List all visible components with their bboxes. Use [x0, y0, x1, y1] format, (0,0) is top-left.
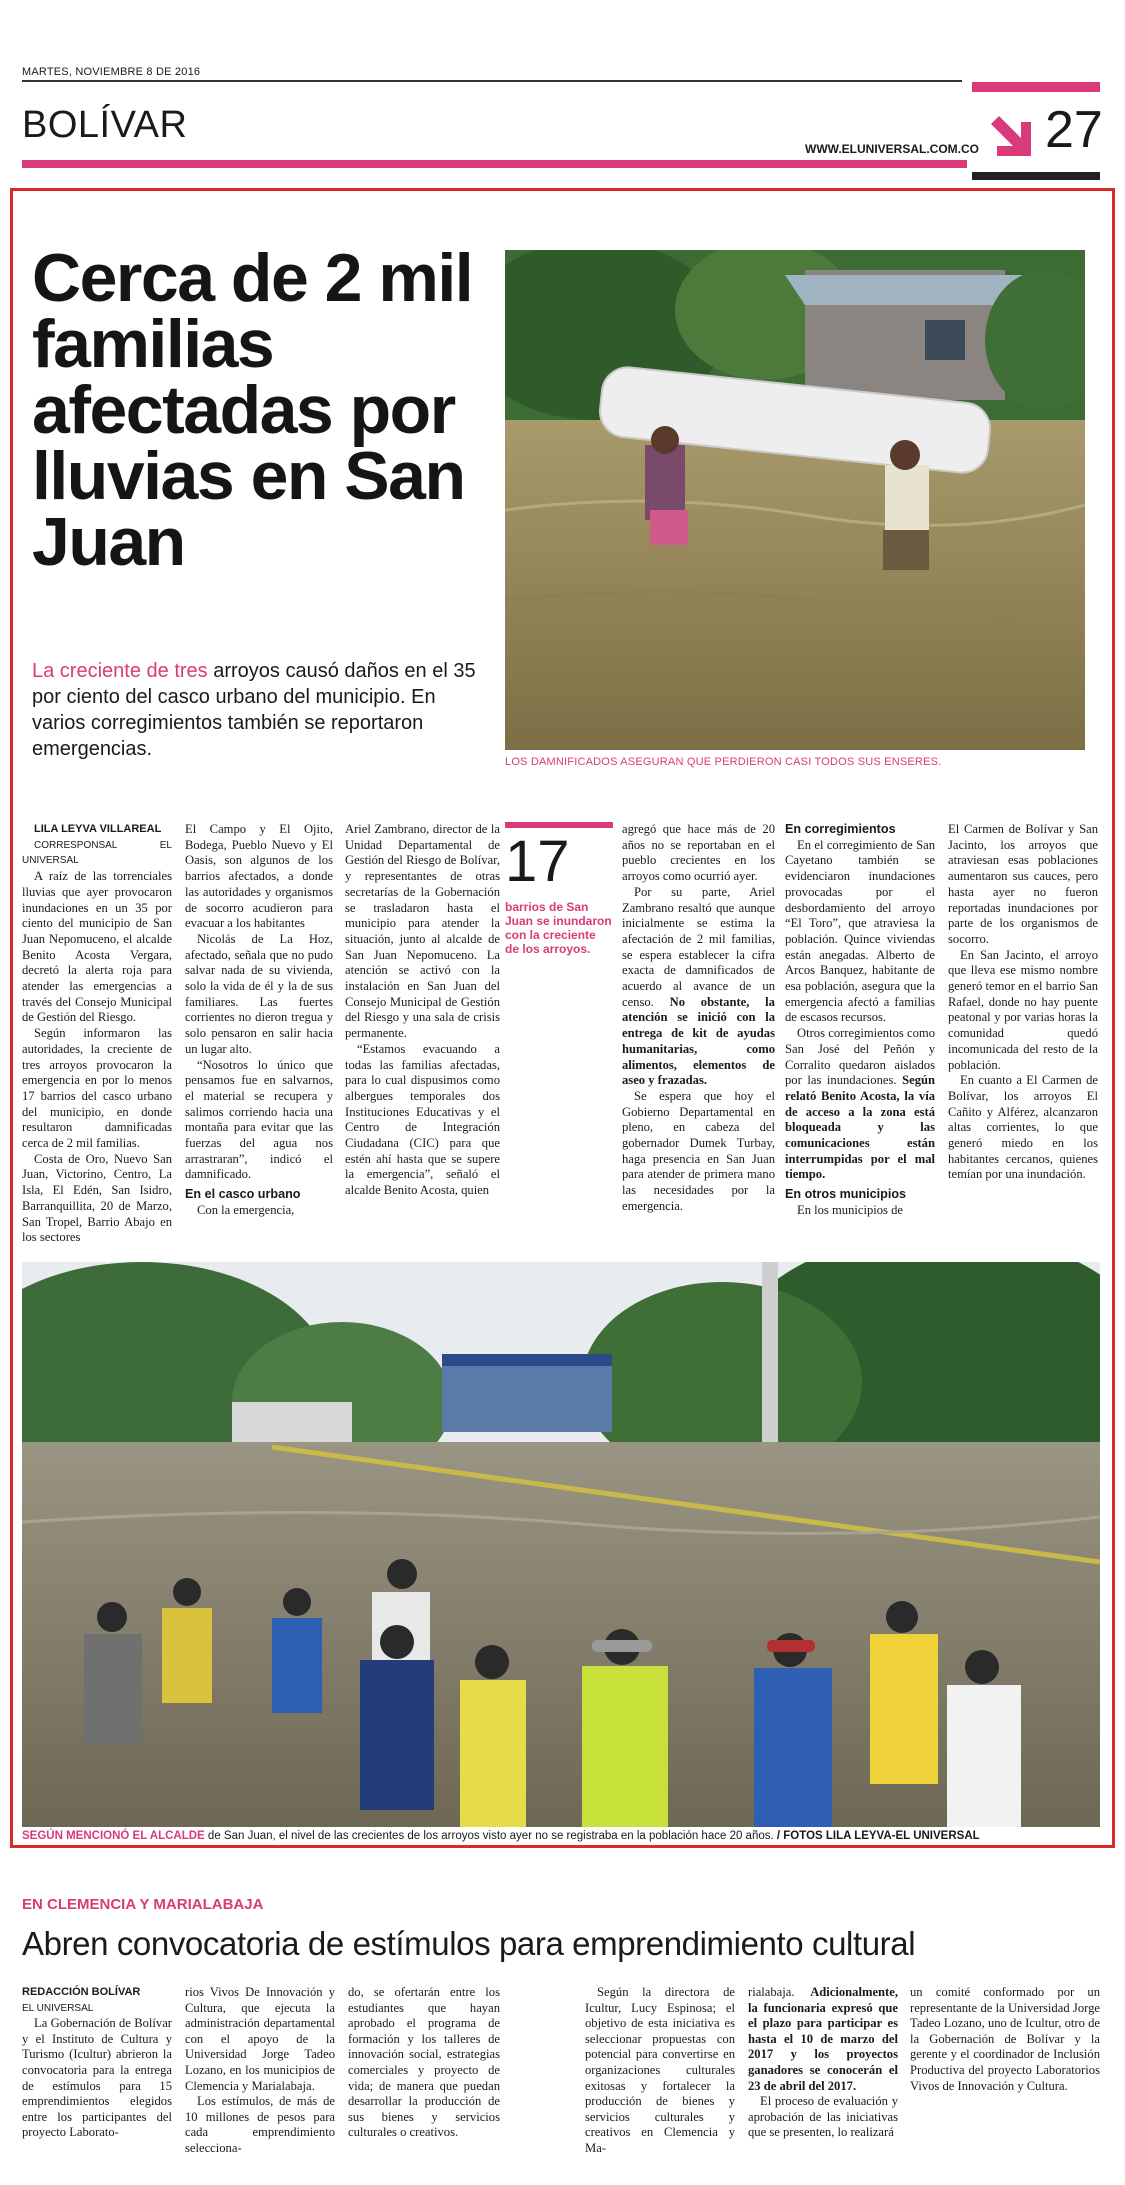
body-column-4: [622, 822, 775, 1215]
photo1-caption: LOS DAMNIFICADOS ASEGURAN QUE PERDIERON CASI TODOS SUS ENSERES.: [505, 756, 942, 768]
article2-column-4: [585, 1985, 735, 2157]
paragraph-bold-text: Adicionalmente, la funcionaria expresó que el plazo para participar es hasta el 10 de marzo del 2017 y los proyectos ganadores se conocerán el 23 de abril del 2017.: [748, 1985, 898, 2093]
flood-mattress-photo: [505, 250, 1085, 750]
photo-credit: / FOTOS LILA LEYVA-EL UNIVERSAL: [776, 1830, 980, 1842]
paragraph: do, se ofertarán entre los estudiantes que hayan aprobado el programa de formación y los talleres de innovación social, estrategias comerciales y proyecto de vida; de manera que puedan desarrollar la producción de sus bienes y servicios culturales o creativos.: [348, 1985, 500, 2140]
page-date: MARTES, NOVIEMBRE 8 DE 2016: [22, 66, 201, 78]
body-column-6: [948, 822, 1098, 1183]
body-column-2: [185, 822, 333, 1219]
page-number: 27: [1045, 101, 1103, 159]
paragraph: El Carmen de Bolívar y San Jacinto, los arroyos que atraviesan esas poblaciones aumentaron sus cauces, pero hasta ayer no fueron reportadas inundaciones por parte de los organismos de socorro.: [948, 822, 1098, 946]
body-column-5: [785, 822, 935, 1219]
byline: REDACCIÓN BOLÍVAR: [22, 1986, 141, 1998]
paragraph: [748, 1985, 898, 2094]
paragraph: Según informaron las autoridades, la creciente de tres arroyos provocaron la emergencia en por lo menos 17 barrios del casco urbano del municipio, en donde resultaron damnificadas cerca de 2 mil familias.: [22, 1026, 172, 1151]
pull-quote-bar: [505, 822, 613, 828]
deck-text: arroyos causó daños en el 35 por ciento del casco urbano del municipio. En varios corregimientos también se reportaron emergencias.: [32, 660, 476, 760]
paragraph: Nicolás de La Hoz, afectado, señala que no pudo salvar nada de su vivienda, solo la vida de él y la de sus familiares. Las fuertes corrientes no dieron tregua y solo pensaron en salir hacia un lugar alto.: [185, 931, 333, 1056]
paragraph-text: rialabaja.: [748, 1985, 811, 1999]
article2-kicker: EN CLEMENCIA Y MARIALABAJA: [22, 1896, 264, 1913]
byline-role: EL UNIVERSAL: [22, 2002, 94, 2014]
paragraph-bold-text: Según relató Benito Acosta, la vía de acceso a la zona está bloqueada y las comunicaciones están interrumpidas por el mal tiempo.: [785, 1073, 935, 1182]
paragraph: “Estamos evacuando a todas las familias afectadas, para lo cual dispusimos como albergues temporales dos Instituciones Educativas y el Centro de Integración Ciudadana (CIC) para que estén ahí hasta que se supere la emergencia”, señaló el alcalde Benito Acosta, quien: [345, 1041, 500, 1198]
paragraph: En los municipios de: [797, 1202, 903, 1217]
article2-column-1: [22, 1985, 172, 2141]
paragraph: un comité conformado por un representante de la Universidad Jorge Tadeo Lozano, uno de Icultur, otro de la Gobernación de Bolívar y la gerente y el coordinador de Inclusión Productiva del proyecto Laboratorios Vivos de Innovación y Cultura.: [910, 1985, 1100, 2093]
header-accent-bar: [22, 160, 967, 168]
header-rule: [22, 80, 962, 82]
paragraph: Se espera que hoy el Gobierno Departamental en pleno, en cabeza del gobernador Dumek Turbay, haga presencia en San Juan para atender de primera mano las necesidades por la emergencia.: [622, 1088, 775, 1213]
subheading: En el casco urbano: [185, 1187, 301, 1202]
flooded-street-photo: [22, 1262, 1100, 1827]
paragraph: Los estímulos, de más de 10 millones de pesos para cada emprendimiento selecciona-: [185, 2094, 335, 2155]
caption-text: de San Juan, el nivel de las crecientes de los arroyos visto ayer no se registraba en la población hace 20 años.: [204, 1830, 777, 1842]
paragraph: El proceso de evaluación y aprobación de las iniciativas que se presenten, lo realizará: [748, 2094, 898, 2140]
section-title: BOLÍVAR: [22, 104, 188, 146]
byline: LILA LEYVA VILLAREAL: [34, 823, 162, 835]
paragraph: En cuanto a El Carmen de Bolívar, los arroyos El Cañito y Alférez, alcanzaron altas corrientes, lo que generó miedo en los habitantes cercanos, quienes temían por una inundación.: [948, 1073, 1098, 1182]
deck: [32, 658, 492, 762]
paragraph: rios Vivos De Innovación y Cultura, que ejecuta la administración departamental con el apoyo de la Universidad Jorge Tadeo Lozano, en los municipios de Clemencia y Marialabaja.: [185, 1985, 335, 2093]
paragraph-bold-text: No obstante, la atención se inició con la entrega de kit de ayudas humanitarias, como alimentos, elementos de aseo y frazadas.: [622, 994, 775, 1088]
paragraph-text: Otros corregimientos como San José del Peñón y Corralito quedaron aislados por las inundaciones.: [785, 1026, 935, 1088]
caption-lead: SEGÚN MENCIONÓ EL ALCALDE: [22, 1830, 205, 1842]
article2-column-2: [185, 1985, 335, 2157]
subheading: En corregimientos: [785, 822, 896, 836]
paragraph: Costa de Oro, Nuevo San Juan, Victorino, Centro, La Isla, El Edén, San Isidro, Barranquillita, 20 de Marzo, San Tropel, Barrio Abajo en los sectores: [22, 1151, 172, 1245]
article2-column-3: [348, 1985, 500, 2141]
pull-quote-text: barrios de San Juan se inundaron con la creciente de los arroyos.: [505, 900, 612, 956]
byline-role: CORRESPONSAL EL UNIVERSAL: [22, 839, 172, 867]
paragraph: En el corregimiento de San Cayetano también se evidenciaron inundaciones provocadas por el desbordamiento del arroyo “El Toro”, que atraviesa la población. Quince viviendas están anegadas. Alberto de Arcos Banquez, habitante de esa población, asegura que la emergencia afectó a familias de escasos recursos.: [785, 837, 935, 1025]
paragraph: Ariel Zambrano, director de la Unidad Departamental de Gestión del Riesgo de Bolívar, y representantes de otras secretarías de la Gobernación se trasladaron hasta el municipio para atender la situación, junto al alcalde de San Juan Nepomuceno. La atención se activó con la instalación en San Juan del Consejo Municipal de Gestión del Riesgo y una sala de crisis permanente.: [345, 822, 500, 1041]
paragraph: La Gobernación de Bolívar y el Instituto de Cultura y Turismo (Icultur) abrieron la convocatoria para la entrega de estímulos para 15 emprendimientos elegidos entre los participantes del proyecto Laborato-: [22, 2016, 172, 2140]
article2-column-5: [748, 1985, 898, 2141]
page-number-underline: [972, 172, 1100, 180]
paragraph: Según la directora de Icultur, Lucy Espinosa; el objetivo de esta iniciativa es seleccionar propuestas con potencial para convertirse en organizaciones culturales exitosas y fortalecer la producción de bienes y servicios culturales y creativos en Clemencia y Ma-: [585, 1985, 735, 2155]
paragraph-text: Por su parte, Ariel Zambrano resaltó que aunque inicialmente se estima la afectación de 2 mil familias, se espera establecer la cifra exacta de damnificados de acuerdo al avance de un censo.: [622, 884, 775, 1009]
paragraph: agregó que hace más de 20 años no se reportaban en el pueblo crecientes en los arroyos como ocurrió ayer.: [622, 822, 775, 884]
paragraph: [785, 1026, 935, 1183]
photo2-caption: [22, 1830, 980, 1842]
website-url[interactable]: WWW.ELUNIVERSAL.COM.CO: [805, 142, 979, 156]
paragraph: A raíz de las torrenciales lluvias que ayer provocaron inundaciones en un 35 por ciento del municipio de San Juan Nepomuceno, el alcalde Benito Acosta Vergara, decretó la alerta roja para atender las emergencias a través del Consejo Municipal de Gestión del Riesgo.: [22, 869, 172, 1025]
article2-title: Abren convocatoria de estímulos para emprendimiento cultural: [22, 1925, 916, 1962]
body-column-1: [22, 822, 172, 1246]
paragraph: “Nosotros lo único que pensamos fue en salvarnos, el material se recupera y salimos corriendo hacia una montaña para evitar que las fuerzas del agua nos arrastraran”, indicó el damnificado.: [185, 1057, 333, 1182]
paragraph: El Campo y El Ojito, Bodega, Pueblo Nuevo y El Oasis, son algunos de los barrios afectados, a donde las autoridades y organismos de socorro acudieron para evacuar a los habitantes: [185, 822, 333, 931]
headline: Cerca de 2 mil familias afectadas por lluvias en San Juan: [32, 240, 473, 580]
arrow-down-right-icon: [985, 110, 1041, 166]
page-number-accent: [972, 82, 1100, 92]
pull-quote-number: 17: [505, 829, 570, 894]
subheading: En otros municipios: [785, 1187, 907, 1202]
paragraph: Con la emergencia,: [197, 1202, 295, 1217]
deck-highlight: La creciente de tres: [32, 660, 208, 682]
paragraph: En San Jacinto, el arroyo que lleva ese mismo nombre generó temor en el barrio San Rafael, donde no hay puente peatonal y por varias horas la comunidad quedó incomunicada del resto de la población.: [948, 947, 1098, 1072]
article2-column-6: [910, 1985, 1100, 2094]
paragraph: [622, 885, 775, 1089]
body-column-3: [345, 822, 500, 1199]
